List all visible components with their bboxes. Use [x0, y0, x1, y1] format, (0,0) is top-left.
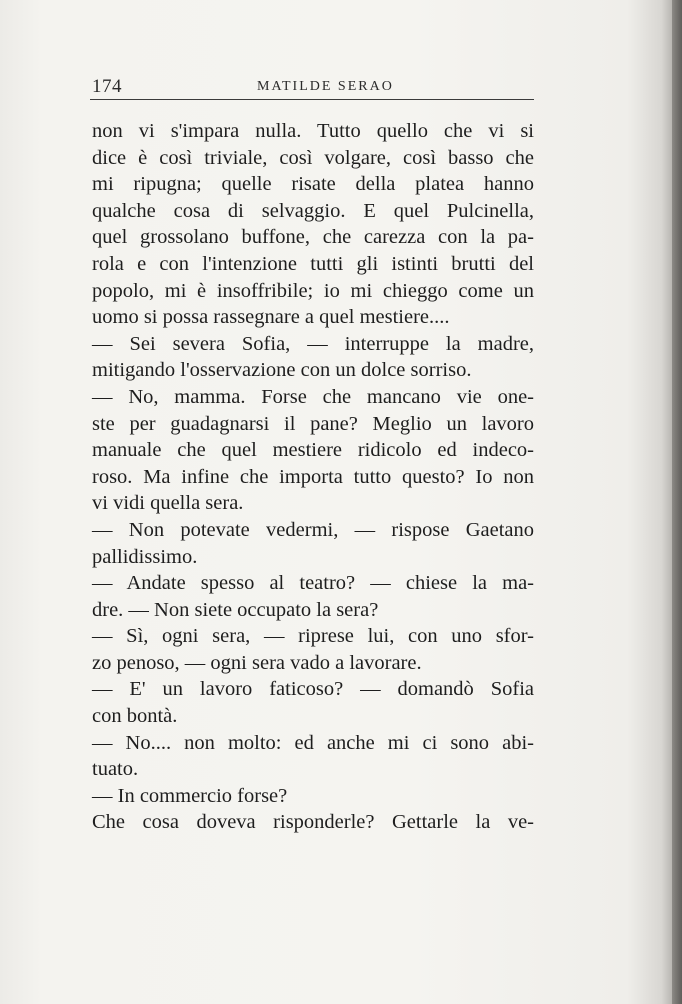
text-line: uomo si possa rassegnare a quel mestiere....: [92, 306, 450, 329]
text-line: — Non potevate vedermi, — rispose Gaetano: [92, 518, 534, 541]
text-line: rola e con l'intenzione tutti gli istinti brutti del: [92, 252, 534, 275]
text-line: vi vidi quella sera.: [92, 492, 244, 515]
text-line: con bontà.: [92, 705, 178, 728]
page-number: 174: [92, 76, 122, 97]
text-line: — E' un lavoro faticoso? — domandò Sofia: [92, 678, 534, 701]
text-line: — Andate spesso al teatro? — chiese la ma-: [92, 572, 534, 595]
text-line: quel grossolano buffone, che carezza con la pa-: [92, 226, 534, 249]
text-line: mi ripugna; quelle risate della platea hanno: [92, 173, 534, 196]
text-line: mitigando l'osservazione con un dolce sorriso.: [92, 359, 472, 382]
text-line: dre. — Non siete occupato la sera?: [92, 598, 379, 621]
text-line: popolo, mi è insoffribile; io mi chieggo come un: [92, 279, 534, 302]
text-line: ste per guadagnarsi il pane? Meglio un lavoro: [92, 412, 534, 435]
text-line: — In commercio forse?: [92, 784, 288, 807]
text-line: Che cosa doveva risponderle? Gettarle la ve-: [92, 811, 534, 834]
text-line: — No, mamma. Forse che mancano vie one-: [92, 385, 534, 408]
text-line: roso. Ma infine che importa tutto questo? Io non: [92, 465, 534, 488]
book-spine-shadow: [672, 0, 682, 1004]
text-line: qualche cosa di selvaggio. E quel Pulcinella,: [92, 199, 534, 222]
page-header: [92, 76, 532, 100]
text-line: non vi s'impara nulla. Tutto quello che vi si: [92, 120, 534, 142]
text-line: — Sì, ogni sera, — riprese lui, con uno sfor-: [92, 625, 534, 648]
text-line: tuato.: [92, 758, 139, 781]
running-head-author: MATILDE SERAO: [257, 79, 394, 94]
body-text: [92, 118, 534, 836]
text-line: manuale che quel mestiere ridicolo ed indeco-: [92, 439, 534, 462]
text-line: — Sei severa Sofia, — interruppe la madre,: [92, 332, 534, 355]
text-line: dice è così triviale, così volgare, così basso che: [92, 146, 534, 169]
header-rule: [90, 99, 534, 100]
text-line: pallidissimo.: [92, 545, 198, 568]
text-line: — No.... non molto: ed anche mi ci sono abi-: [92, 731, 534, 754]
text-line: zo penoso, — ogni sera vado a lavorare.: [92, 651, 422, 674]
